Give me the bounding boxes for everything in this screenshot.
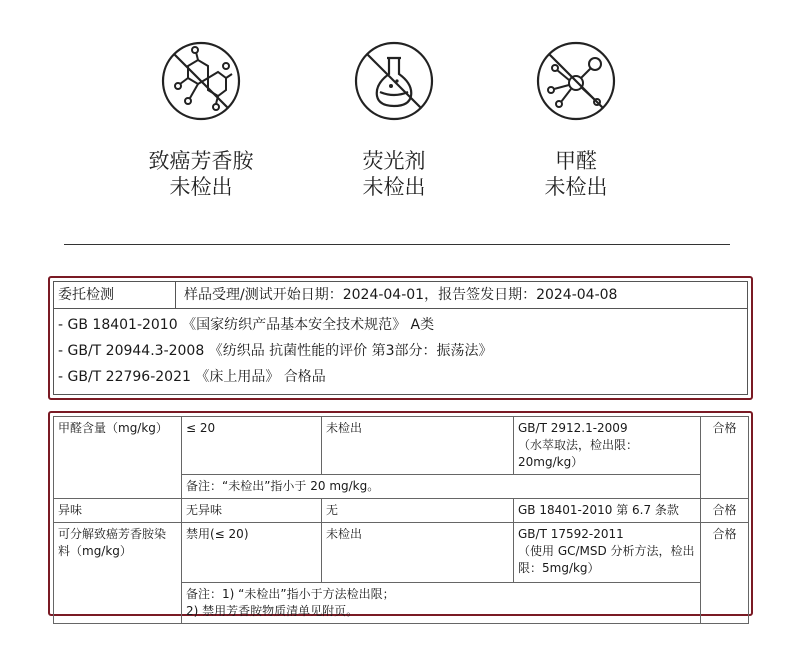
icon-label-line2: 未检出: [544, 175, 608, 199]
verdict-cell: 合格: [701, 499, 749, 523]
results-table: [53, 416, 749, 624]
formaldehyde-feature: [476, 40, 676, 200]
test-info-header: [53, 281, 748, 309]
table-row: [54, 417, 749, 475]
fluorescent-agent-prohibited-icon: [353, 40, 435, 122]
value-cell: 未检出: [322, 417, 514, 475]
test-dates: 样品受理/测试开始日期：2024-04-01，报告签发日期：2024-04-08: [184, 287, 618, 303]
method-standard: GB/T 2912.1-2009: [518, 421, 628, 435]
limit-cell: ≤ 20: [182, 417, 322, 475]
note-line: 2) 禁用芳香胺物质清单见附页。: [186, 604, 359, 618]
note-cell: [182, 583, 701, 624]
method-detail: （水萃取法，检出限：20mg/kg）: [518, 438, 639, 469]
item-cell: 甲醛含量（mg/kg）: [54, 417, 182, 499]
limit-cell: 禁用(≤ 20): [182, 523, 322, 583]
method-cell: GB 18401-2010 第 6.7 条款: [514, 499, 701, 523]
feature-icon-row: [0, 40, 790, 220]
aromatic-amine-prohibited-icon: [160, 40, 242, 122]
aromatic-amine-feature: [101, 40, 301, 200]
method-cell: [514, 417, 701, 475]
section-divider: [64, 244, 730, 245]
formaldehyde-prohibited-icon: [535, 40, 617, 122]
icon-label-line1: 荧光剂: [362, 149, 426, 173]
table-row: [54, 499, 749, 523]
commission-label: 委托检测: [54, 282, 176, 308]
test-info-panel: [48, 276, 753, 400]
note-cell: 备注：“未检出”指小于 20 mg/kg。: [182, 475, 701, 499]
method-standard: GB/T 17592-2011: [518, 527, 624, 541]
verdict-cell: 合格: [701, 417, 749, 499]
fluorescent-agent-feature: [294, 40, 494, 200]
note-line: 备注：1) “未检出”指小于方法检出限；: [186, 587, 395, 601]
method-cell: [514, 523, 701, 583]
icon-label-line2: 未检出: [362, 175, 426, 199]
verdict-cell: 合格: [701, 523, 749, 624]
icon-label-line2: 未检出: [169, 175, 233, 199]
icon-label-line1: 致癌芳香胺: [148, 149, 254, 173]
test-results-panel: [48, 411, 753, 616]
table-row: [54, 523, 749, 583]
standard-item: - GB/T 20944.3-2008 《纺织品 抗菌性能的评价 第3部分：振荡法》: [58, 343, 493, 359]
standard-item: - GB/T 22796-2021 《床上用品》 合格品: [58, 369, 326, 385]
limit-cell: 无异味: [182, 499, 322, 523]
value-cell: 无: [322, 499, 514, 523]
method-detail: （使用 GC/MSD 分析方法，检出限：5mg/kg）: [518, 544, 695, 575]
item-cell: 异味: [54, 499, 182, 523]
icon-label-line1: 甲醛: [555, 149, 597, 173]
value-cell: 未检出: [322, 523, 514, 583]
item-cell: 可分解致癌芳香胺染料（mg/kg）: [54, 523, 182, 624]
standards-list: [53, 308, 748, 395]
standard-item: - GB 18401-2010 《国家纺织产品基本安全技术规范》 A类: [58, 317, 435, 333]
